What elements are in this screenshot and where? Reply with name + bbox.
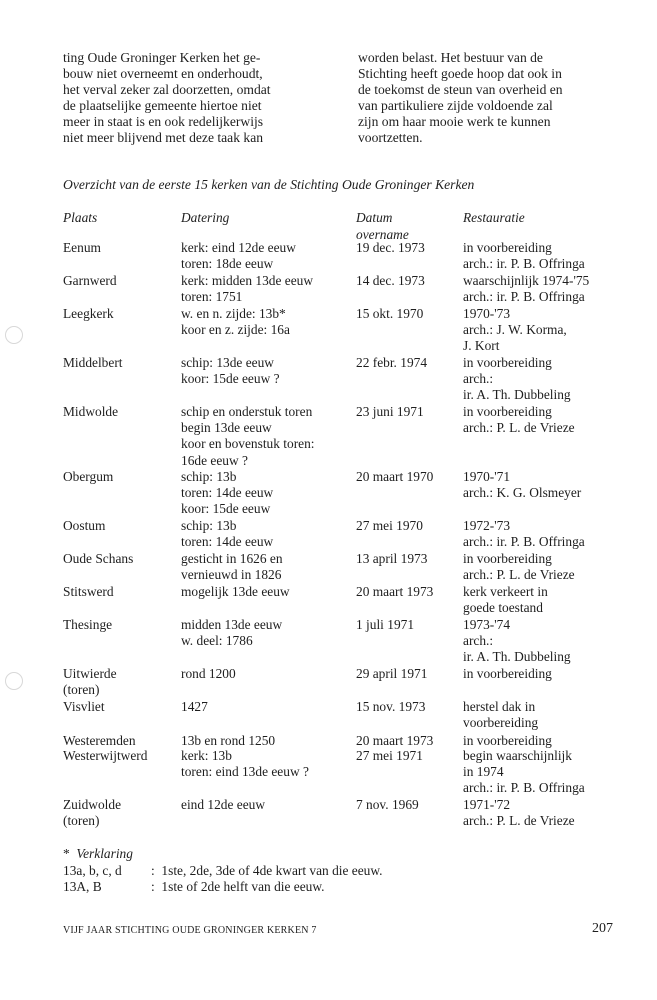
cell-restauratie: in voorbereiding arch.: ir. P. B. Offringa xyxy=(463,240,585,272)
header-restauratie: Restauratie xyxy=(463,210,525,225)
cell-datering: schip en onderstuk toren begin 13de eeuw koor en bovenstuk toren: 16de eeuw ? xyxy=(181,404,315,468)
cell-plaats: Midwolde xyxy=(63,404,119,419)
cell-restauratie: in voorbereiding arch.: ir. A. Th. Dubbeling xyxy=(463,355,571,403)
cell-plaats: Thesinge xyxy=(63,617,113,632)
cell-restauratie: in voorbereiding arch.: P. L. de Vrieze xyxy=(463,404,575,436)
footnote-line xyxy=(63,863,383,879)
cell-restauratie: herstel dak in voorbereiding xyxy=(463,699,539,731)
cell-datering: eind 12de eeuw xyxy=(181,797,266,812)
table-caption: Overzicht van de eerste 15 kerken van de Stichting Oude Groninger Kerken xyxy=(63,177,475,192)
footnote-line xyxy=(63,879,325,895)
cell-datering: kerk: 13b toren: eind 13de eeuw ? xyxy=(181,748,309,780)
cell-restauratie: 1970-'73 arch.: J. W. Korma, J. Kort xyxy=(463,306,567,354)
cell-plaats: Leegkerk xyxy=(63,306,114,321)
cell-restauratie: in voorbereiding xyxy=(463,666,552,681)
cell-datum: 1 juli 1971 xyxy=(356,617,415,632)
cell-restauratie: 1971-'72 arch.: P. L. de Vrieze xyxy=(463,797,575,829)
punch-hole xyxy=(5,326,23,344)
cell-plaats: Westeremden xyxy=(63,733,136,748)
footnote-title: Verklaring xyxy=(76,846,133,861)
cell-plaats: Oostum xyxy=(63,518,106,533)
cell-datering: gesticht in 1626 en vernieuwd in 1826 xyxy=(181,551,283,583)
cell-datum: 22 febr. 1974 xyxy=(356,355,428,370)
body-text-left-column: ting Oude Groninger Kerken het ge- bouw niet overneemt en onderhoudt, het verval zeker zal doorzetten, omdat de plaatselijke gemeente hiertoe niet meer in staat is en ook redelijkerwijs niet meer blijvend met deze taak kan xyxy=(63,50,271,145)
cell-plaats: Visvliet xyxy=(63,699,105,714)
cell-restauratie: in voorbereiding arch.: P. L. de Vrieze xyxy=(463,551,575,583)
body-text-right-column: worden belast. Het bestuur van de Stichting heeft goede hoop dat ook in de toekomst de steun van overheid en van partikuliere zijde voldoende zal zijn om haar mooie werk te kunnen voortzetten. xyxy=(358,50,563,145)
cell-datum: 14 dec. 1973 xyxy=(356,273,425,288)
cell-plaats: Uitwierde (toren) xyxy=(63,666,117,698)
header-datering: Datering xyxy=(181,210,230,225)
cell-restauratie: 1972-'73 arch.: ir. P. B. Offringa xyxy=(463,518,585,550)
cell-datering: schip: 13de eeuw koor: 15de eeuw ? xyxy=(181,355,280,387)
page-number: 207 xyxy=(592,921,613,936)
header-datum-overname: Datum overname xyxy=(356,210,409,242)
cell-datering: w. en n. zijde: 13b* koor en z. zijde: 16a xyxy=(181,306,290,338)
cell-restauratie: 1973-'74 arch.: ir. A. Th. Dubbeling xyxy=(463,617,571,665)
footnote-text: : 1ste of 2de helft van die eeuw. xyxy=(151,879,325,894)
cell-plaats: Zuidwolde (toren) xyxy=(63,797,122,829)
footnote-key: 13A, B xyxy=(63,879,102,894)
footnote-marker: * xyxy=(63,846,70,861)
cell-datum: 27 mei 1971 xyxy=(356,748,423,763)
cell-datering: 13b en rond 1250 xyxy=(181,733,276,748)
footnote-heading xyxy=(63,846,133,862)
cell-datum: 15 okt. 1970 xyxy=(356,306,424,321)
cell-datum: 7 nov. 1969 xyxy=(356,797,419,812)
cell-datering: rond 1200 xyxy=(181,666,236,681)
cell-datum: 29 april 1971 xyxy=(356,666,428,681)
cell-restauratie: waarschijnlijk 1974-'75 arch.: ir. P. B. Offringa xyxy=(463,273,590,305)
cell-datering: kerk: eind 12de eeuw toren: 18de eeuw xyxy=(181,240,296,272)
cell-datering: kerk: midden 13de eeuw toren: 1751 xyxy=(181,273,314,305)
cell-restauratie: 1970-'71 arch.: K. G. Olsmeyer xyxy=(463,469,582,501)
cell-datum: 15 nov. 1973 xyxy=(356,699,426,714)
cell-datum: 27 mei 1970 xyxy=(356,518,423,533)
cell-plaats: Middelbert xyxy=(63,355,123,370)
cell-datum: 13 april 1973 xyxy=(356,551,428,566)
cell-datering: schip: 13b toren: 14de eeuw koor: 15de eeuw xyxy=(181,469,274,517)
cell-plaats: Oude Schans xyxy=(63,551,134,566)
cell-datering: schip: 13b toren: 14de eeuw xyxy=(181,518,274,550)
cell-datering: mogelijk 13de eeuw xyxy=(181,584,290,599)
cell-datum: 20 maart 1970 xyxy=(356,469,434,484)
footnote-text: : 1ste, 2de, 3de of 4de kwart van die eeuw. xyxy=(151,863,383,878)
cell-plaats: Stitswerd xyxy=(63,584,114,599)
cell-datum: 23 juni 1971 xyxy=(356,404,424,419)
cell-plaats: Westerwijtwerd xyxy=(63,748,148,763)
cell-plaats: Obergum xyxy=(63,469,114,484)
cell-datum: 20 maart 1973 xyxy=(356,584,434,599)
cell-datering: midden 13de eeuw w. deel: 1786 xyxy=(181,617,283,649)
footnote-key: 13a, b, c, d xyxy=(63,863,122,878)
cell-restauratie: in voorbereiding xyxy=(463,733,552,748)
cell-plaats: Eenum xyxy=(63,240,101,255)
cell-restauratie: kerk verkeert in goede toestand xyxy=(463,584,548,616)
cell-plaats: Garnwerd xyxy=(63,273,117,288)
header-plaats: Plaats xyxy=(63,210,98,225)
cell-datum: 19 dec. 1973 xyxy=(356,240,425,255)
running-title: VIJF JAAR STICHTING OUDE GRONINGER KERKEN 7 xyxy=(63,925,317,936)
cell-datum: 20 maart 1973 xyxy=(356,733,434,748)
punch-hole xyxy=(5,672,23,690)
cell-datering: 1427 xyxy=(181,699,208,714)
cell-restauratie: begin waarschijnlijk in 1974 arch.: ir. P. B. Offringa xyxy=(463,748,585,796)
